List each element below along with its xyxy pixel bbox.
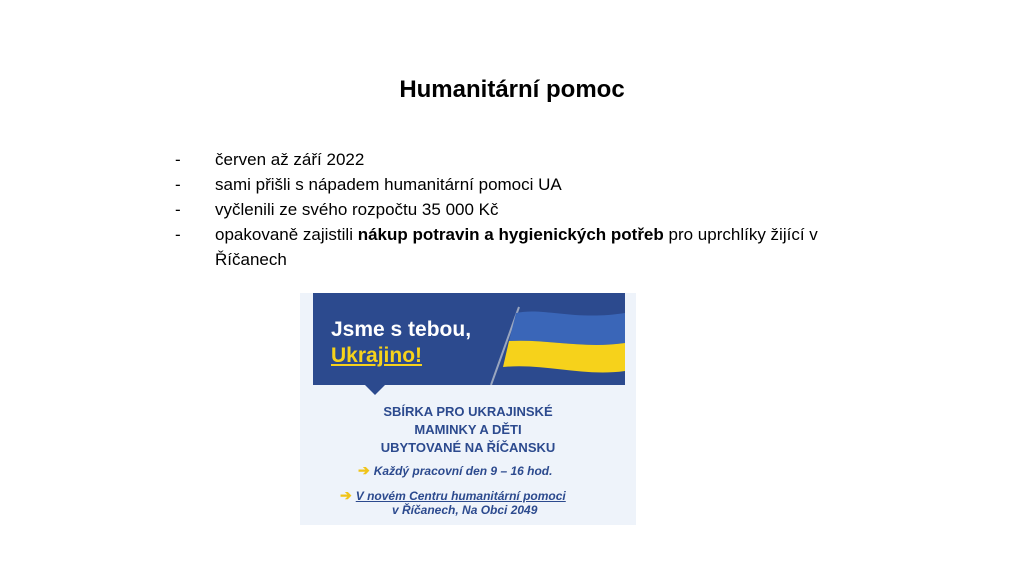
info-line-2: MAMINKY A DĚTI — [414, 422, 522, 437]
info-line-3: UBYTOVANÉ NA ŘÍČANSKU — [380, 440, 556, 455]
bullet-dash: - — [175, 150, 181, 169]
bullet-dash: - — [175, 175, 181, 194]
bullet-dash: - — [175, 225, 181, 244]
bullet-text: sami přišli s nápadem humanitární pomoci UA — [215, 175, 562, 194]
info-line-1: SBÍRKA PRO UKRAJINSKÉ — [383, 404, 553, 419]
slide-title: Humanitární pomoc — [399, 76, 625, 103]
location-line-2: v Říčanech, Na Obci 2049 — [392, 503, 538, 517]
bullet-item — [175, 147, 855, 172]
bullet-text: červen až září 2022 — [215, 150, 365, 169]
bullet-text: vyčlenili ze svého rozpočtu 35 000 Kč — [215, 200, 499, 219]
bullet-dash: - — [175, 200, 181, 219]
flag-blue-stripe — [509, 311, 625, 344]
ukraine-support-poster — [300, 293, 636, 525]
bullet-item — [175, 172, 855, 197]
flag-yellow-stripe — [503, 341, 625, 373]
poster-location — [340, 488, 566, 517]
bullet-list — [175, 147, 855, 272]
bullet-text-before: opakovaně zajistili — [215, 225, 358, 244]
poster-banner — [313, 293, 625, 385]
bullet-text-bold: nákup potravin a hygienických potřeb — [357, 225, 664, 244]
arrow-right-icon: ➔ — [358, 462, 370, 478]
bullet-text-after: pro uprchlíky žijící v Říčanech — [215, 225, 818, 269]
location-line-1: V novém Centru humanitární pomoci — [355, 489, 566, 503]
arrow-right-icon: ➔ — [340, 487, 352, 503]
poster-hours — [358, 463, 552, 478]
speech-pointer — [364, 384, 386, 395]
bullet-item — [175, 222, 855, 272]
headline-line-1: Jsme s tebou, — [331, 318, 472, 341]
bullet-item — [175, 197, 855, 222]
poster-headline — [331, 317, 471, 369]
poster-collection-info — [300, 403, 636, 457]
hours-text: Každý pracovní den 9 – 16 hod. — [373, 464, 553, 478]
headline-line-2: Ukrajino! — [331, 344, 423, 367]
